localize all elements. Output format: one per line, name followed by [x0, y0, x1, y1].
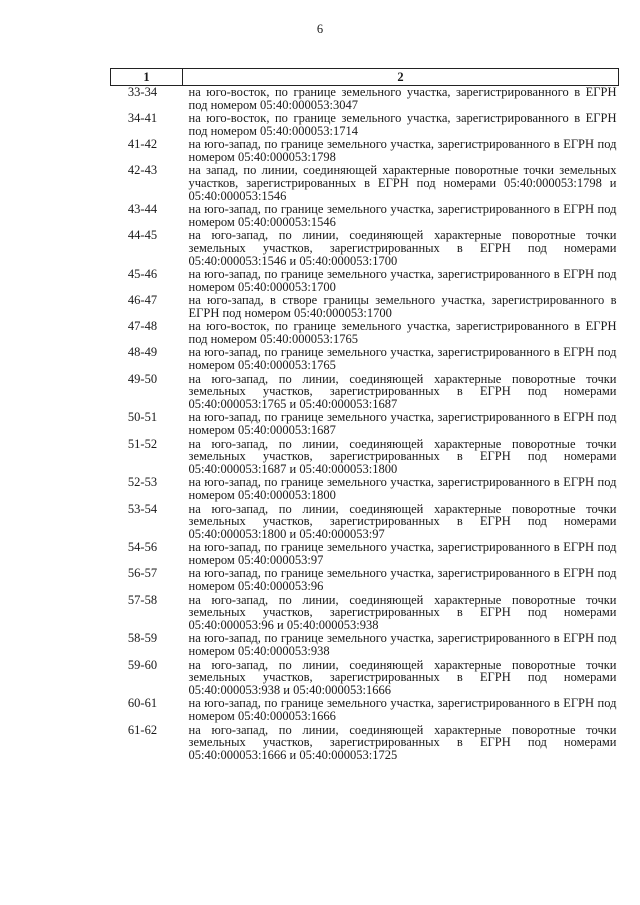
- segment-cell: 46-47: [127, 293, 158, 308]
- description-cell: на юго-запад, по границе земельного участка, зарегистрированного в ЕГРН под номером 05:40:000053:1700: [188, 267, 617, 294]
- table-row: [111, 268, 619, 294]
- description-cell: на юго-восток, по границе земельного участка, зарегистрированного в ЕГРН под номером 05:40:000053:1765: [188, 319, 617, 347]
- table-row: [111, 346, 619, 372]
- table-row: [111, 541, 619, 567]
- segment-cell: 44-45: [127, 228, 158, 243]
- description-cell: на юго-запад, по линии, соединяющей характерные поворотные точки земельных участков, зарегистрированных в ЕГРН под номерами 05:40:000053:1800 и 05:40:000053:97: [188, 501, 617, 542]
- table-header: [111, 69, 619, 86]
- segment-cell: 49-50: [127, 371, 158, 386]
- segment-cell: 51-52: [127, 436, 158, 451]
- segment-cell: 43-44: [127, 202, 158, 217]
- table-row: [111, 632, 619, 658]
- table-row: [111, 294, 619, 320]
- description-cell: на юго-запад, по границе земельного участка, зарегистрированного в ЕГРН под номером 05:40:000053:97: [188, 540, 617, 568]
- table-row: [111, 164, 619, 203]
- table-row: [111, 112, 619, 138]
- segment-cell: 59-60: [127, 657, 158, 672]
- segment-cell: 54-56: [127, 540, 158, 555]
- boundary-description-table-container: [110, 68, 616, 762]
- description-cell: на юго-запад, по линии, соединяющей характерные поворотные точки земельных участков, зарегистрированных в ЕГРН под номерами 05:40:000053:1687 и 05:40:000053:1800: [188, 436, 617, 477]
- table-row: [111, 594, 619, 633]
- segment-cell: 58-59: [127, 631, 158, 646]
- page-number: 6: [316, 22, 324, 36]
- description-cell: на юго-запад, по границе земельного участка, зарегистрированного в ЕГРН под номером 05:40:000053:1546: [188, 202, 617, 229]
- table-row: [111, 697, 619, 723]
- table-row: [111, 567, 619, 593]
- segment-cell: 48-49: [127, 345, 158, 360]
- description-cell: на юго-запад, по линии, соединяющей характерные поворотные точки земельных участков, зарегистрированных в ЕГРН под номерами 05:40:000053:1666 и 05:40:000053:1725: [188, 722, 617, 763]
- description-cell: на юго-запад, по границе земельного участка, зарегистрированного в ЕГРН под номером 05:40:000053:1666: [188, 696, 617, 724]
- table-row: [111, 86, 619, 113]
- table-header-row: [111, 69, 619, 86]
- segment-cell: 47-48: [127, 319, 158, 334]
- description-cell: на юго-запад, по границе земельного участка, зарегистрированного в ЕГРН под номером 05:40:000053:1800: [188, 475, 617, 503]
- segment-cell: 61-62: [127, 722, 158, 737]
- description-cell: на юго-запад, по границе земельного участка, зарегистрированного в ЕГРН под номером 05:40:000053:1687: [188, 410, 617, 438]
- table-row: [111, 438, 619, 477]
- description-cell: на юго-восток, по границе земельного участка, зарегистрированного в ЕГРН под номером 05:40:000053:1714: [188, 111, 617, 138]
- segment-cell: 50-51: [127, 410, 158, 425]
- table-row: [111, 411, 619, 437]
- segment-cell: 56-57: [127, 566, 158, 581]
- segment-cell: 42-43: [127, 163, 158, 178]
- segment-cell: 33-34: [127, 85, 158, 99]
- table-row: [111, 503, 619, 542]
- table-row: [111, 659, 619, 698]
- table-body: [111, 86, 619, 763]
- description-cell: на юго-восток, по границе земельного участка, зарегистрированного в ЕГРН под номером 05:40:000053:3047: [188, 85, 617, 112]
- description-cell: на юго-запад, по линии, соединяющей характерные поворотные точки земельных участков, зарегистрированных в ЕГРН под номерами 05:40:000053:1765 и 05:40:000053:1687: [188, 371, 617, 412]
- description-cell: на юго-запад, по границе земельного участка, зарегистрированного в ЕГРН под номером 05:40:000053:1765: [188, 345, 617, 373]
- description-cell: на юго-запад, по линии, соединяющей характерные поворотные точки земельных участков, зарегистрированных в ЕГРН под номерами 05:40:000053:96 и 05:40:000053:938: [188, 592, 617, 633]
- table-row: [111, 476, 619, 502]
- segment-cell: 45-46: [127, 267, 158, 282]
- segment-cell: 57-58: [127, 592, 158, 607]
- description-cell: на юго-запад, по линии, соединяющей характерные поворотные точки земельных участков, зарегистрированных в ЕГРН под номерами 05:40:000053:1546 и 05:40:000053:1700: [188, 228, 617, 268]
- description-cell: на запад, по линии, соединяющей характерные поворотные точки земельных участков, зарегистрированных в ЕГРН под номерами 05:40:000053:1798 и 05:40:000053:1546: [188, 163, 617, 203]
- segment-cell: 53-54: [127, 501, 158, 516]
- description-cell: на юго-запад, в створе границы земельного участка, зарегистрированного в ЕГРН под номером 05:40:000053:1700: [188, 293, 617, 321]
- table-row: [111, 203, 619, 229]
- table-row: [111, 373, 619, 412]
- boundary-description-table: [110, 68, 619, 762]
- description-cell: на юго-запад, по границе земельного участка, зарегистрированного в ЕГРН под номером 05:40:000053:96: [188, 566, 617, 594]
- description-cell: на юго-запад, по границе земельного участка, зарегистрированного в ЕГРН под номером 05:40:000053:938: [188, 631, 617, 659]
- segment-cell: 52-53: [127, 475, 158, 490]
- segment-cell: 34-41: [127, 111, 158, 126]
- segment-cell: 41-42: [127, 137, 158, 152]
- segment-cell: 60-61: [127, 696, 158, 711]
- table-row: [111, 724, 619, 763]
- description-cell: на юго-запад, по границе земельного участка, зарегистрированного в ЕГРН под номером 05:40:000053:1798: [188, 137, 617, 164]
- column-header-2: 2: [183, 69, 619, 86]
- column-header-1: 1: [111, 69, 183, 86]
- table-row: [111, 320, 619, 346]
- description-cell: на юго-запад, по линии, соединяющей характерные поворотные точки земельных участков, зарегистрированных в ЕГРН под номерами 05:40:000053:938 и 05:40:000053:1666: [188, 657, 617, 698]
- table-row: [111, 138, 619, 164]
- table-row: [111, 229, 619, 268]
